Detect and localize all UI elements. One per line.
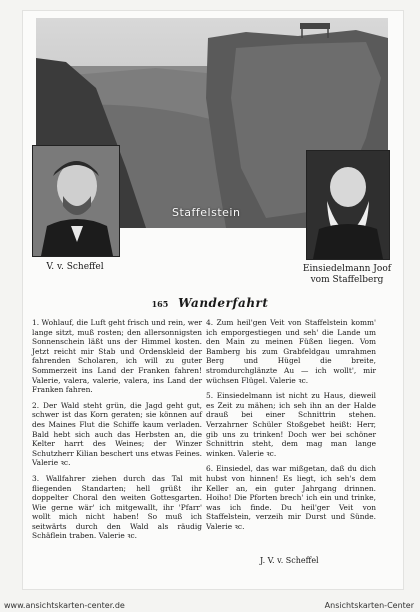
song-title: Wanderfahrt bbox=[178, 296, 269, 310]
song-heading bbox=[0, 296, 420, 310]
portrait-right-photo bbox=[306, 150, 390, 260]
footer-brand: Ansichtskarten-Center bbox=[324, 601, 414, 610]
portrait-right-caption bbox=[290, 264, 404, 286]
place-caption: Staffelstein bbox=[172, 206, 241, 219]
stanza-5: 5. Einsiedelmann ist nicht zu Haus, dieweil es Zeit zu mähen; ich seh ihn an der Halde drauß bei einer Schnittrin stehen. Verzahrner Schüler Stoßgebet heißt: Herr, gib uns zu trinken! Doch wer bei schöner Schnittrin steht, dem mag man lange winken. Valerie ꝛc. bbox=[206, 391, 376, 458]
stanza-1: 1. Wohlauf, die Luft geht frisch und rein, wer lange sitzt, muß rosten; den allersonnigsten Sonnenschein läßt uns der Himmel kosten. Jetzt reicht mir Stab und Ordenskleid der fahrenden Scholaren, ich will zu guter Sommerzeit ins Land der Franken fahren! Valerie, valera, valerie, valera, ins Land der Franken fahren. bbox=[32, 318, 202, 395]
song-number: 165 bbox=[151, 299, 169, 309]
lyrics-column-left bbox=[32, 318, 202, 547]
stanza-6: 6. Einsiedel, das war mißgetan, daß du dich hubst von hinnen! Es liegt, ich seh's dem Keller an, ein guter Jahrgang drinnen. Hoiho! Die Pforten brech' ich ein und trinke, was ich finde. Du heil'ger Veit von Staffelstein, verzeih mir Durst und Sünde. Valerie ꝛc. bbox=[206, 464, 376, 531]
portrait-right-caption-line1: Einsiedelmann Joof bbox=[302, 264, 392, 274]
stanza-2: 2. Der Wald steht grün, die Jagd geht gut, schwer ist das Korn geraten; sie können auf des Maines Flut die Schiffe kaum verladen. Bald hebt sich auch das Herbsten an, die Kelter harrt des Weines; der Winzer Schutzherr Kilian beschert uns etwas Feines. Valerie ꝛc. bbox=[32, 400, 202, 468]
portrait-right-caption-line2: vom Staffelberg bbox=[310, 275, 384, 285]
portrait-left-caption: V. v. Scheffel bbox=[46, 262, 104, 272]
author-signature: J. V. v. Scheffel bbox=[260, 556, 319, 565]
stanza-3: 3. Wallfahrer ziehen durch das Tal mit fliegenden Standarten; hell grüßt ihr doppelter Choral den weiten Gottesgarten. Wie gerne wär' ich mitgewallt, ihr 'Pfarr' wollt mich nicht haben! So muß ich seitwärts durch den Wald als räudig Schäflein traben. Valerie ꝛc. bbox=[32, 473, 202, 541]
footer-url: www.ansichtskarten-center.de bbox=[4, 601, 125, 610]
portrait-left-photo bbox=[32, 145, 120, 257]
lyrics-column-right bbox=[206, 318, 376, 537]
stanza-4: 4. Zum heil'gen Veit von Staffelstein komm' ich emporgestiegen und seh' die Lande um den Main zu meinen Füßen liegen. Vom Bamberg bis zum Grabfeldgau umrahmen Berg und Hügel die breite, stromdurchglänzte Au — ich wollt', mir wüchsen Flügel. Valerie ꝛc. bbox=[206, 318, 376, 385]
